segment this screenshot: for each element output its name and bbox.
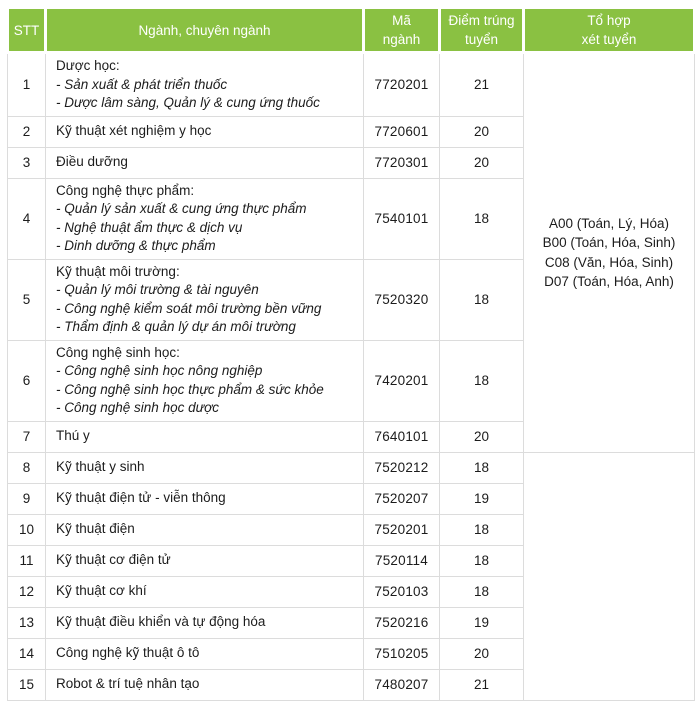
score-cell: 19 — [440, 607, 524, 638]
stt-cell: 3 — [8, 147, 46, 178]
score-cell: 18 — [440, 259, 524, 340]
col-header-major: Ngành, chuyên ngành — [46, 8, 364, 53]
major-cell — [46, 514, 364, 545]
major-code-cell: 7480207 — [364, 669, 440, 700]
major-subitem: - Công nghệ kiểm soát môi trường bền vững — [56, 300, 322, 316]
score-cell: 18 — [440, 576, 524, 607]
major-code-cell: 7640101 — [364, 421, 440, 452]
combo-line: D07 (Toán, Hóa, Anh) — [544, 274, 674, 290]
major-cell — [46, 53, 364, 117]
major-code-cell: 7520320 — [364, 259, 440, 340]
score-cell: 18 — [440, 545, 524, 576]
major-cell — [46, 259, 364, 340]
score-cell: 19 — [440, 483, 524, 514]
table-row — [8, 53, 695, 117]
major-cell — [46, 147, 364, 178]
stt-cell: 9 — [8, 483, 46, 514]
major-code-cell: 7540101 — [364, 178, 440, 259]
score-cell: 20 — [440, 421, 524, 452]
major-name: Kỹ thuật điện tử - viễn thông — [56, 490, 226, 506]
subject-combination-cell — [524, 53, 695, 453]
major-subitem: - Sản xuất & phát triển thuốc — [56, 76, 228, 92]
major-subitem: - Nghệ thuật ẩm thực & dịch vụ — [56, 219, 243, 235]
major-cell — [46, 669, 364, 700]
header-line: Tổ hợp — [587, 13, 631, 28]
header-line: xét tuyển — [581, 32, 637, 47]
header-line: Điểm trúng — [448, 13, 515, 28]
major-cell — [46, 116, 364, 147]
major-code-cell: 7520103 — [364, 576, 440, 607]
major-code-cell: 7520207 — [364, 483, 440, 514]
major-cell — [46, 340, 364, 421]
major-code-cell: 7720301 — [364, 147, 440, 178]
score-cell: 18 — [440, 178, 524, 259]
major-name: Kỹ thuật điện — [56, 521, 135, 537]
table-row — [8, 452, 695, 483]
major-cell — [46, 452, 364, 483]
stt-cell: 8 — [8, 452, 46, 483]
major-subitem: - Dinh dưỡng & thực phẩm — [56, 238, 216, 253]
major-cell — [46, 178, 364, 259]
stt-cell: 4 — [8, 178, 46, 259]
stt-cell: 6 — [8, 340, 46, 421]
major-name: Kỹ thuật cơ điện tử — [56, 552, 171, 568]
stt-cell: 13 — [8, 607, 46, 638]
combo-line: A00 (Toán, Lý, Hóa) — [548, 215, 670, 231]
major-code-cell: 7510205 — [364, 638, 440, 669]
major-name: Kỹ thuật điều khiển và tự động hóa — [56, 614, 266, 630]
subject-combination-cell — [524, 452, 695, 700]
stt-cell: 1 — [8, 53, 46, 117]
stt-cell: 14 — [8, 638, 46, 669]
major-name: Điều dưỡng — [56, 154, 128, 170]
score-cell: 21 — [440, 53, 524, 117]
stt-cell: 7 — [8, 421, 46, 452]
col-header-subject-combination — [524, 8, 695, 53]
major-name: Kỹ thuật y sinh — [56, 459, 145, 475]
major-cell — [46, 638, 364, 669]
score-cell: 18 — [440, 452, 524, 483]
table-body — [8, 53, 695, 701]
header-line: ngành — [382, 32, 421, 47]
major-cell — [46, 421, 364, 452]
score-cell: 20 — [440, 147, 524, 178]
major-cell — [46, 576, 364, 607]
col-header-major-code — [364, 8, 440, 53]
major-name: Thú y — [56, 428, 90, 444]
major-group-title: Công nghệ thực phẩm: — [56, 182, 195, 198]
major-cell — [46, 607, 364, 638]
major-group-title: Công nghệ sinh học: — [56, 344, 180, 360]
table-header — [8, 8, 695, 53]
major-code-cell: 7520114 — [364, 545, 440, 576]
major-name: Robot & trí tuệ nhân tạo — [56, 676, 200, 692]
stt-cell: 2 — [8, 116, 46, 147]
header-row — [8, 8, 695, 53]
score-cell: 18 — [440, 340, 524, 421]
major-code-cell: 7720201 — [364, 53, 440, 117]
major-code-cell: 7520216 — [364, 607, 440, 638]
major-code-cell: 7420201 — [364, 340, 440, 421]
col-header-admission-score — [440, 8, 524, 53]
admission-score-table — [6, 6, 696, 701]
major-code-cell: 7520201 — [364, 514, 440, 545]
major-group-title: Dược học: — [56, 58, 120, 73]
combo-line: B00 (Toán, Hóa, Sinh) — [542, 235, 676, 251]
major-name: Kỹ thuật xét nghiệm y học — [56, 123, 212, 139]
header-line: Mã — [392, 13, 411, 28]
major-name: Công nghệ kỹ thuật ô tô — [56, 645, 200, 661]
major-name: Kỹ thuật cơ khí — [56, 583, 147, 599]
major-subitem: - Công nghệ sinh học thực phẩm & sức khỏe — [56, 381, 324, 397]
stt-cell: 10 — [8, 514, 46, 545]
header-line: tuyển — [464, 32, 499, 47]
major-subitem: - Dược lâm sàng, Quản lý & cung ứng thuốc — [56, 95, 320, 110]
score-cell: 18 — [440, 514, 524, 545]
major-subitem: - Thẩm định & quản lý dự án môi trường — [56, 319, 296, 334]
major-code-cell: 7720601 — [364, 116, 440, 147]
score-cell: 20 — [440, 116, 524, 147]
stt-cell: 5 — [8, 259, 46, 340]
major-group-title: Kỹ thuật môi trường: — [56, 263, 180, 279]
major-subitem: - Quản lý sản xuất & cung ứng thực phẩm — [56, 201, 307, 216]
major-subitem: - Quản lý môi trường & tài nguyên — [56, 282, 259, 297]
score-cell: 20 — [440, 638, 524, 669]
score-cell: 21 — [440, 669, 524, 700]
col-header-stt: STT — [8, 8, 46, 53]
major-cell — [46, 483, 364, 514]
stt-cell: 15 — [8, 669, 46, 700]
major-subitem: - Công nghệ sinh học nông nghiệp — [56, 363, 263, 378]
major-subitem: - Công nghệ sinh học dược — [56, 400, 220, 415]
stt-cell: 11 — [8, 545, 46, 576]
major-cell — [46, 545, 364, 576]
major-code-cell: 7520212 — [364, 452, 440, 483]
stt-cell: 12 — [8, 576, 46, 607]
combo-line: C08 (Văn, Hóa, Sinh) — [544, 254, 674, 270]
